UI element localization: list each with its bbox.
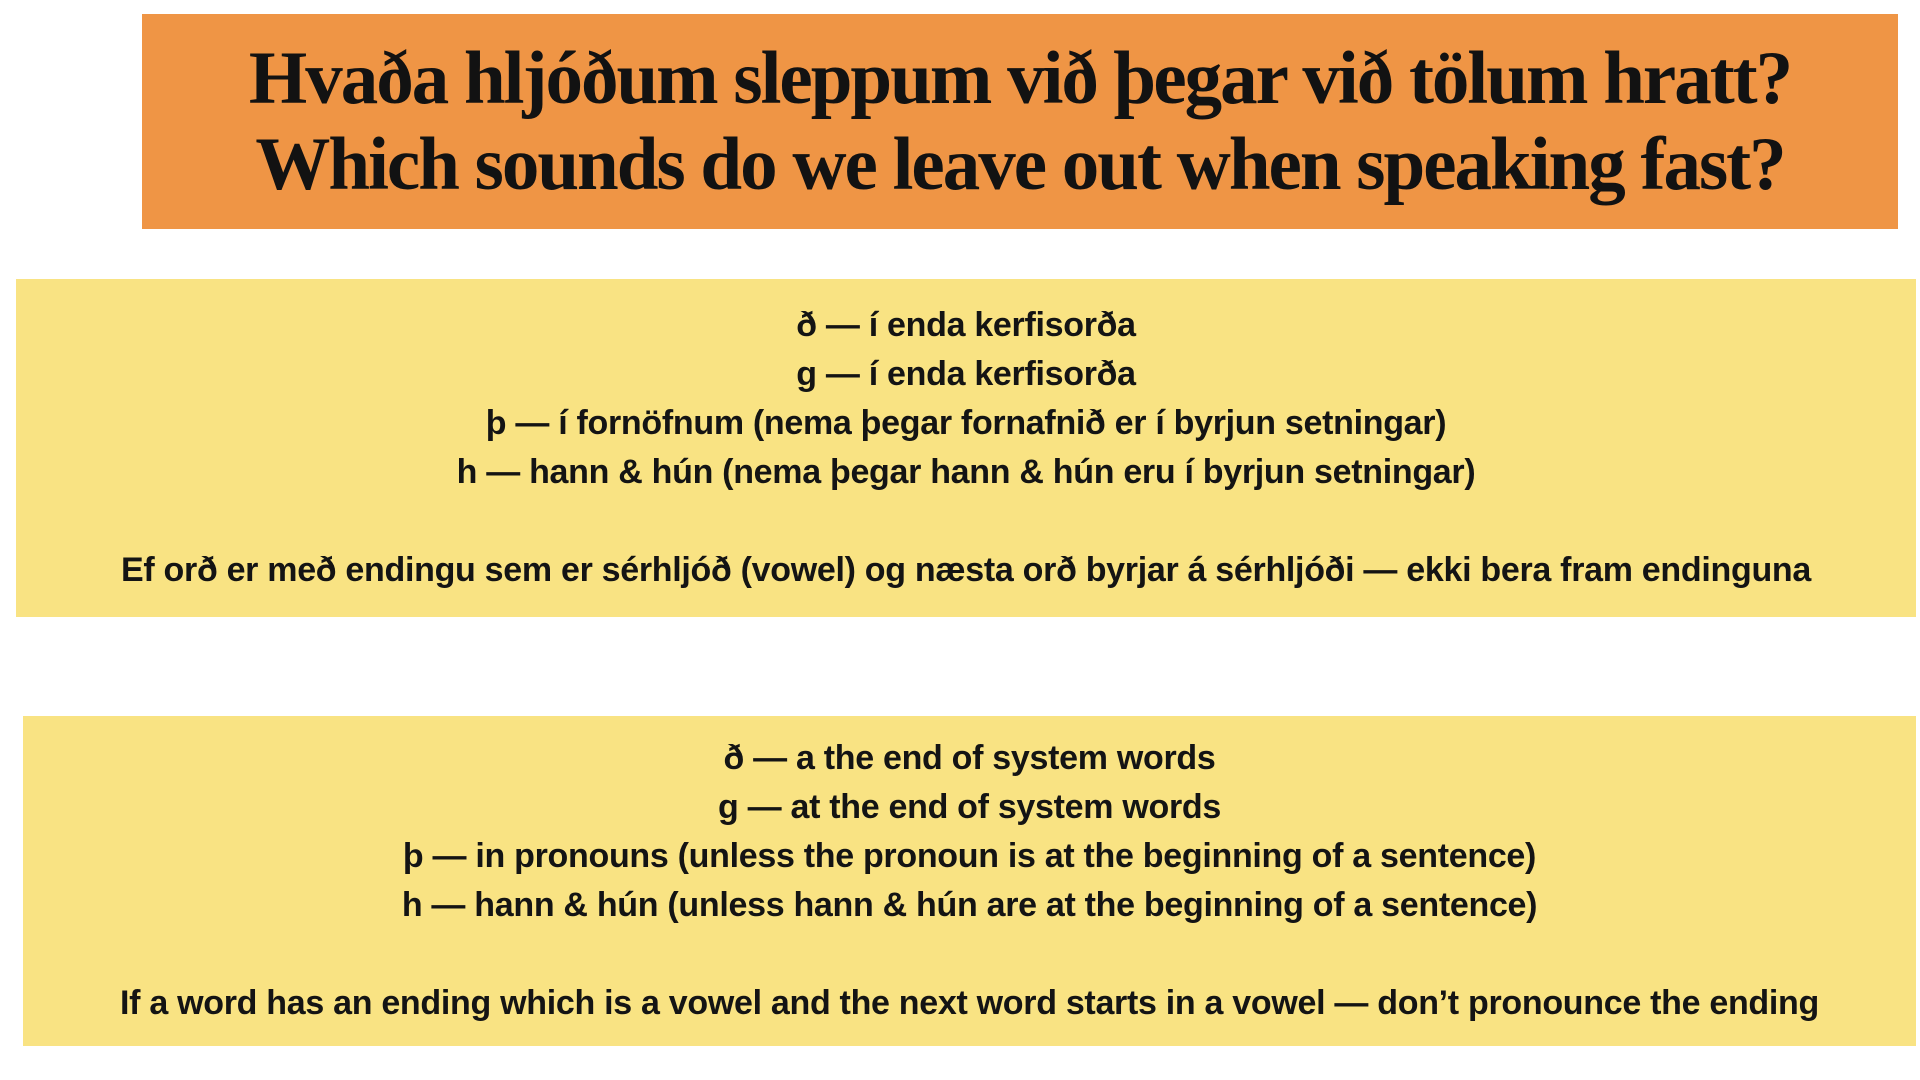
rule-g: g — í enda kerfisorða — [796, 355, 1136, 393]
rule-g: g — at the end of system words — [718, 788, 1221, 826]
icelandic-rules-panel — [16, 279, 1916, 617]
rule-thorn: þ — í fornöfnum (nema þegar fornafnið er í byrjun setningar) — [485, 404, 1447, 442]
rule-h: h — hann & hún (nema þegar hann & hún eru í byrjun setningar) — [456, 453, 1476, 491]
rule-h: h — hann & hún (unless hann & hún are at the beginning of a sentence) — [401, 886, 1538, 924]
rule-eth: ð — a the end of system words — [723, 739, 1216, 777]
english-rules-panel — [23, 716, 1916, 1046]
rule-vowel-ending: Ef orð er með endingu sem er sérhljóð (vowel) og næsta orð byrjar á sérhljóði — ekki bera fram endinguna — [121, 551, 1811, 589]
title-icelandic: Hvaða hljóðum sleppum við þegar við tölum hratt? — [248, 36, 1792, 120]
title-banner — [142, 14, 1898, 229]
rule-vowel-ending: If a word has an ending which is a vowel and the next word starts in a vowel — don’t pronounce the ending — [120, 984, 1819, 1022]
title-english: Which sounds do we leave out when speaking fast? — [255, 122, 1785, 206]
rule-eth: ð — í enda kerfisorða — [796, 306, 1136, 344]
rule-thorn: þ — in pronouns (unless the pronoun is at the beginning of a sentence) — [402, 837, 1537, 875]
